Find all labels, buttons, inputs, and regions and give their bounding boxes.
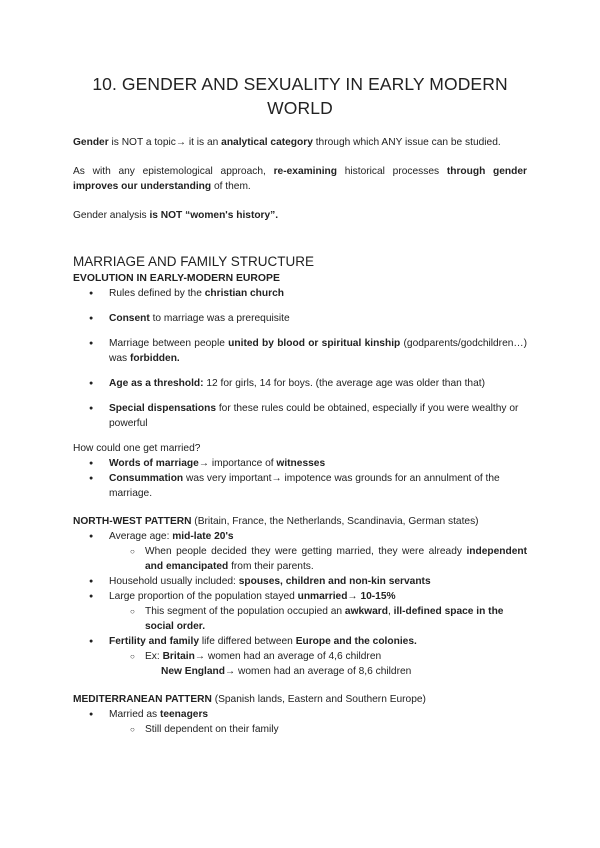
list-item: ● Average age: mid-late 20's ○ When people decided they were getting married, they were already independent and emancipated from their parents. (73, 529, 527, 574)
list-item: ● Consummation was very important→ impotence was grounds for an annulment of the marriage. (73, 471, 527, 501)
list-item: ● Married as teenagers ○ Still dependent on their family (73, 707, 527, 737)
sub-list (73, 722, 527, 737)
sub-list (73, 604, 527, 634)
marriage-steps-list (73, 456, 527, 501)
section-heading-marriage: MARRIAGE AND FAMILY STRUCTURE (73, 254, 315, 269)
northwest-list (73, 529, 527, 679)
page-title: 10. GENDER AND SEXUALITY IN EARLY MODERN WORLD (92, 74, 508, 118)
intro-paragraph-gender: Gender is NOT a topic→ it is an analytical category through which ANY issue can be studied. (73, 137, 501, 148)
section-heading-northwest: NORTH-WEST PATTERN (Britain, France, the Netherlands, Scandinavia, German states) (73, 516, 479, 527)
list-item: ○ Ex: Britain→ women had an average of 4,6 children (73, 649, 527, 664)
list-item: ○ This segment of the population occupied an awkward, ill-defined space in the social order. (73, 604, 527, 634)
list-item-continuation: New England→ women had an average of 8,6 children (161, 666, 412, 677)
list-item: ● Marriage between people united by blood or spiritual kinship (godparents/godchildren…) was forbidden. (73, 336, 527, 366)
list-item: ● Household usually included: spouses, children and non-kin servants (73, 574, 527, 589)
list-item: ● Special dispensations for these rules could be obtained, especially if you were wealthy or powerful (73, 401, 527, 431)
list-item: ○ Still dependent on their family (73, 722, 527, 737)
intro-paragraph-analysis: Gender analysis is NOT “women's history”. (73, 210, 279, 221)
sub-list (73, 649, 527, 664)
marriage-rules-list (73, 286, 527, 431)
list-item: ● Words of marriage→ importance of witnesses (73, 456, 527, 471)
list-item: ● Fertility and family life differed between Europe and the colonies. ○ Ex: Britain→ women had an average of 4,6 children New England→ women had an average of 8,6 children (73, 634, 527, 679)
question-get-married: How could one get married? (73, 443, 201, 454)
intro-paragraph-approach: As with any epistemological approach, re-examining historical processes through gender improves our understanding of them. (73, 166, 527, 192)
list-item: ● Large proportion of the population stayed unmarried→ 10-15% ○ This segment of the population occupied an awkward, ill-defined space in the social order. (73, 589, 527, 634)
list-item: ○ When people decided they were getting married, they were already independent and emancipated from their parents. (73, 544, 527, 574)
mediterranean-list (73, 707, 527, 737)
subheading-evolution: EVOLUTION IN EARLY-MODERN EUROPE (73, 273, 280, 284)
list-item: ● Rules defined by the christian church (73, 286, 527, 301)
list-item: ● Consent to marriage was a prerequisite (73, 311, 527, 326)
section-heading-mediterranean: MEDITERRANEAN PATTERN (Spanish lands, Eastern and Southern Europe) (73, 694, 426, 705)
list-item: ● Age as a threshold: 12 for girls, 14 for boys. (the average age was older than that) (73, 376, 527, 391)
sub-list (73, 544, 527, 574)
